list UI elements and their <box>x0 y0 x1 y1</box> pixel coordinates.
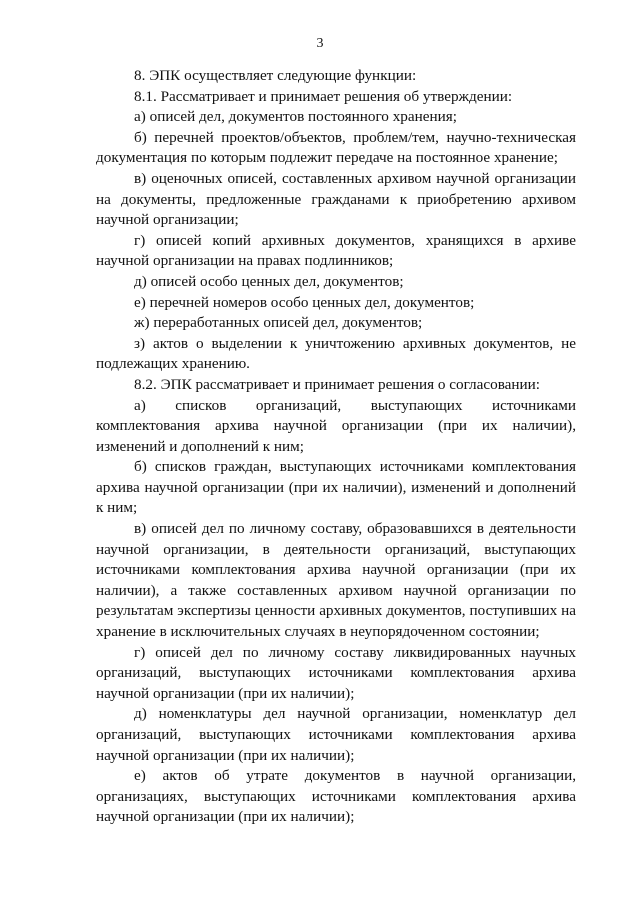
list-item-8-1-zh: ж) переработанных описей дел, документов; <box>134 314 423 332</box>
list-item-8-2-d: д) номенклатуры дел научной организации, номенклатур дел организаций, выступающих источниками комплектования архива научной организации (при их наличии); <box>96 705 576 764</box>
list-item-8-1-a: а) описей дел, документов постоянного хранения; <box>134 108 457 126</box>
list-item-8-1-v: в) оценочных описей, составленных архивом научной организации на документы, предложенные гражданами к приобретению архивом научной организации; <box>96 169 576 229</box>
list-item-8-2-b: б) списков граждан, выступающих источниками комплектования архива научной организации (при их наличии), изменений и дополнений к ним; <box>96 458 576 517</box>
list-item-8-1-e: е) перечней номеров особо ценных дел, документов; <box>134 293 475 311</box>
list-item-8-2-e: е) актов об утрате документов в научной организации, организациях, выступающих источниками комплектования архива научной организации (при их наличии); <box>96 767 576 826</box>
list-item-8-1-z: з) актов о выделении к уничтожению архивных документов, не подлежащих хранению. <box>96 334 576 373</box>
page-number: 3 <box>316 36 324 51</box>
list-item-8-1-b: б) перечней проектов/объектов, проблем/тем, научно-техническая документация по которым подлежит передаче на постоянное хранение; <box>96 128 576 167</box>
list-item-8-1-d: д) описей особо ценных дел, документов; <box>134 272 404 290</box>
list-item-8-2-v: в) описей дел по личному составу, образовавшихся в деятельности научной организации, в деятельности организаций, выступающих источниками комплектования архива научной организации (при их наличии), а также составленных архивом научной организации по результатам экспертизы ценности архивных документов, поступивших на хранение в исключительных случаях в неупорядоченном состоянии; <box>96 520 576 641</box>
section-8-heading: 8. ЭПК осуществляет следующие функции: <box>134 67 417 84</box>
section-8-1-heading: 8.1. Рассматривает и принимает решения об утверждении: <box>134 87 513 105</box>
document-body <box>96 66 576 828</box>
section-8-2-heading: 8.2. ЭПК рассматривает и принимает решения о согласовании: <box>134 375 541 393</box>
list-item-8-2-a: а) списков организаций, выступающих источниками комплектования архива научной организации (при их наличии), изменений и дополнений к ним; <box>96 396 576 455</box>
list-item-8-2-g: г) описей дел по личному составу ликвидированных научных организаций, выступающих источниками комплектования архива научной организации (при их наличии); <box>96 643 576 702</box>
list-item-8-1-g: г) описей копий архивных документов, хранящихся в архиве научной организации на правах подлинников; <box>96 231 576 270</box>
